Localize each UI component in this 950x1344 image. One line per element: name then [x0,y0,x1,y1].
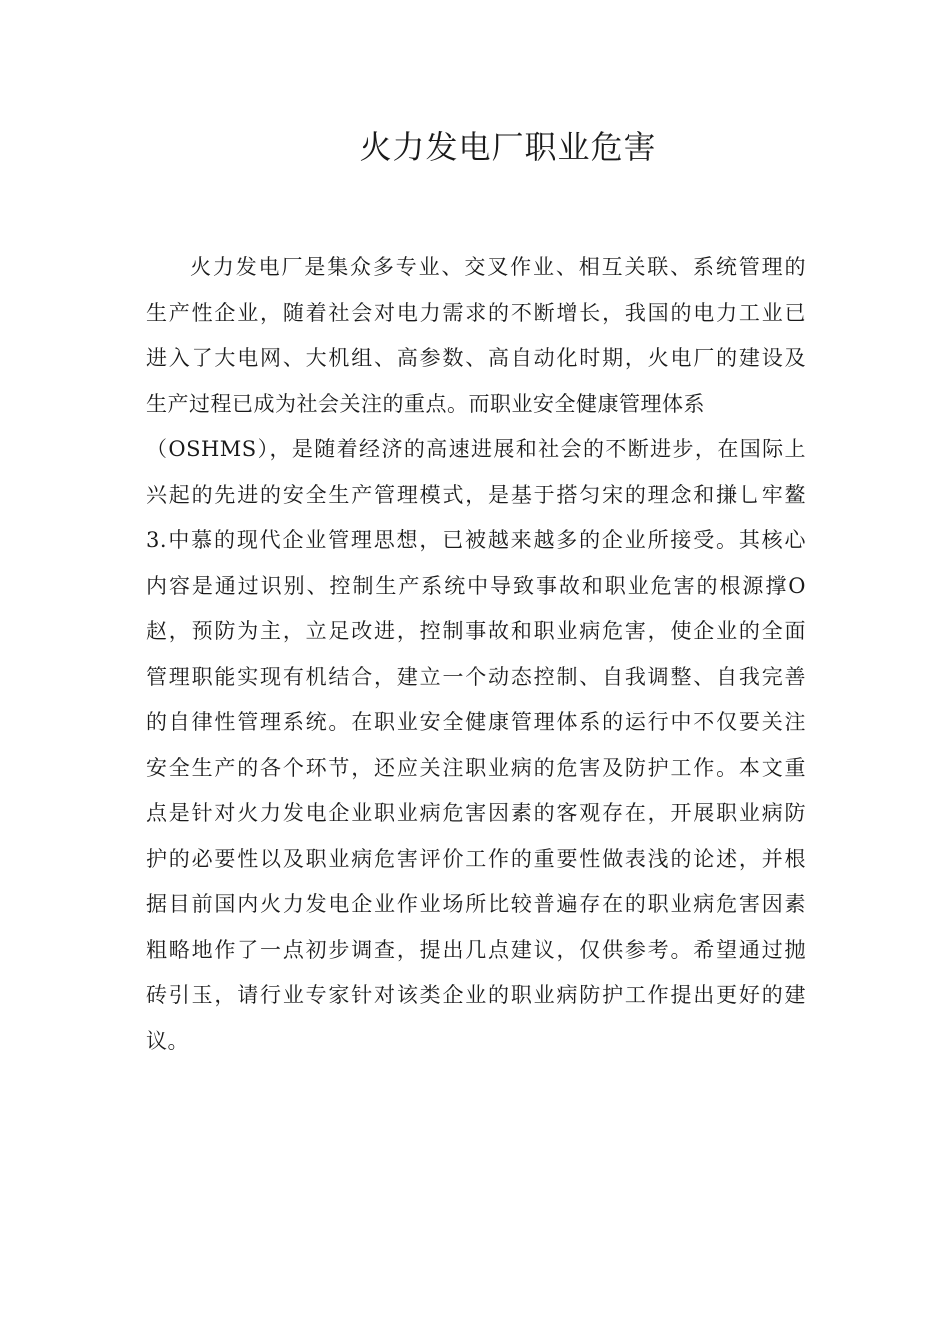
paragraph-line: 粗略地作了一点初步调查，提出几点建议，仅供参考。希望通过抛 [146,937,806,962]
paragraph-line: 3.中慕的现代企业管理思想，已被越来越多的企业所接受。其核心 [146,528,806,552]
paragraph-line: 生产过程已成为社会关注的重点。而职业安全健康管理体系 [146,391,705,416]
paragraph-line: 安全生产的各个环节，还应关注职业病的危害及防护工作。本文重 [146,755,806,780]
paragraph-line: 的自律性管理系统。在职业安全健康管理体系的运行中不仅要关注 [146,710,806,734]
document-title: 火力发电厂职业危害 [359,128,657,166]
paragraph-line: 赵，预防为主，立足改进，控制事故和职业病危害，使企业的全面 [146,619,806,643]
paragraph-line: （OSHMS），是随着经济的高速进展和社会的不断进步，在国际上 [146,437,806,461]
document-body [146,245,806,1064]
paragraph-line: 进入了大电网、大机组、高参数、高自动化时期，火电厂的建设及 [146,346,806,370]
paragraph-line: 生产性企业，随着社会对电力需求的不断增长，我国的电力工业已 [146,300,806,325]
paragraph-line: 护的必要性以及职业病危害评价工作的重要性做表浅的论述，并根 [146,846,806,871]
paragraph-line: 点是针对火力发电企业职业病危害因素的客观存在，开展职业病防 [146,801,806,825]
paragraph-line: 议。 [146,1028,189,1053]
paragraph-line: 管理职能实现有机结合，建立一个动态控制、自我调整、自我完善 [146,664,806,689]
paragraph-line: 火力发电厂是集众多专业、交叉作业、相互关联、系统管理的 [190,255,806,279]
paragraph-line: 据目前国内火力发电企业作业场所比较普遍存在的职业病危害因素 [146,892,806,916]
paragraph-line: 砖引玉，请行业专家针对该类企业的职业病防护工作提出更好的建 [146,983,806,1007]
paragraph-line: 内容是通过识别、控制生产系统中导致事故和职业危害的根源撑O [146,573,806,598]
paragraph-line: 兴起的先进的安全生产管理模式，是基于搭匀宋的理念和搛乚牢鳌 [146,482,806,507]
